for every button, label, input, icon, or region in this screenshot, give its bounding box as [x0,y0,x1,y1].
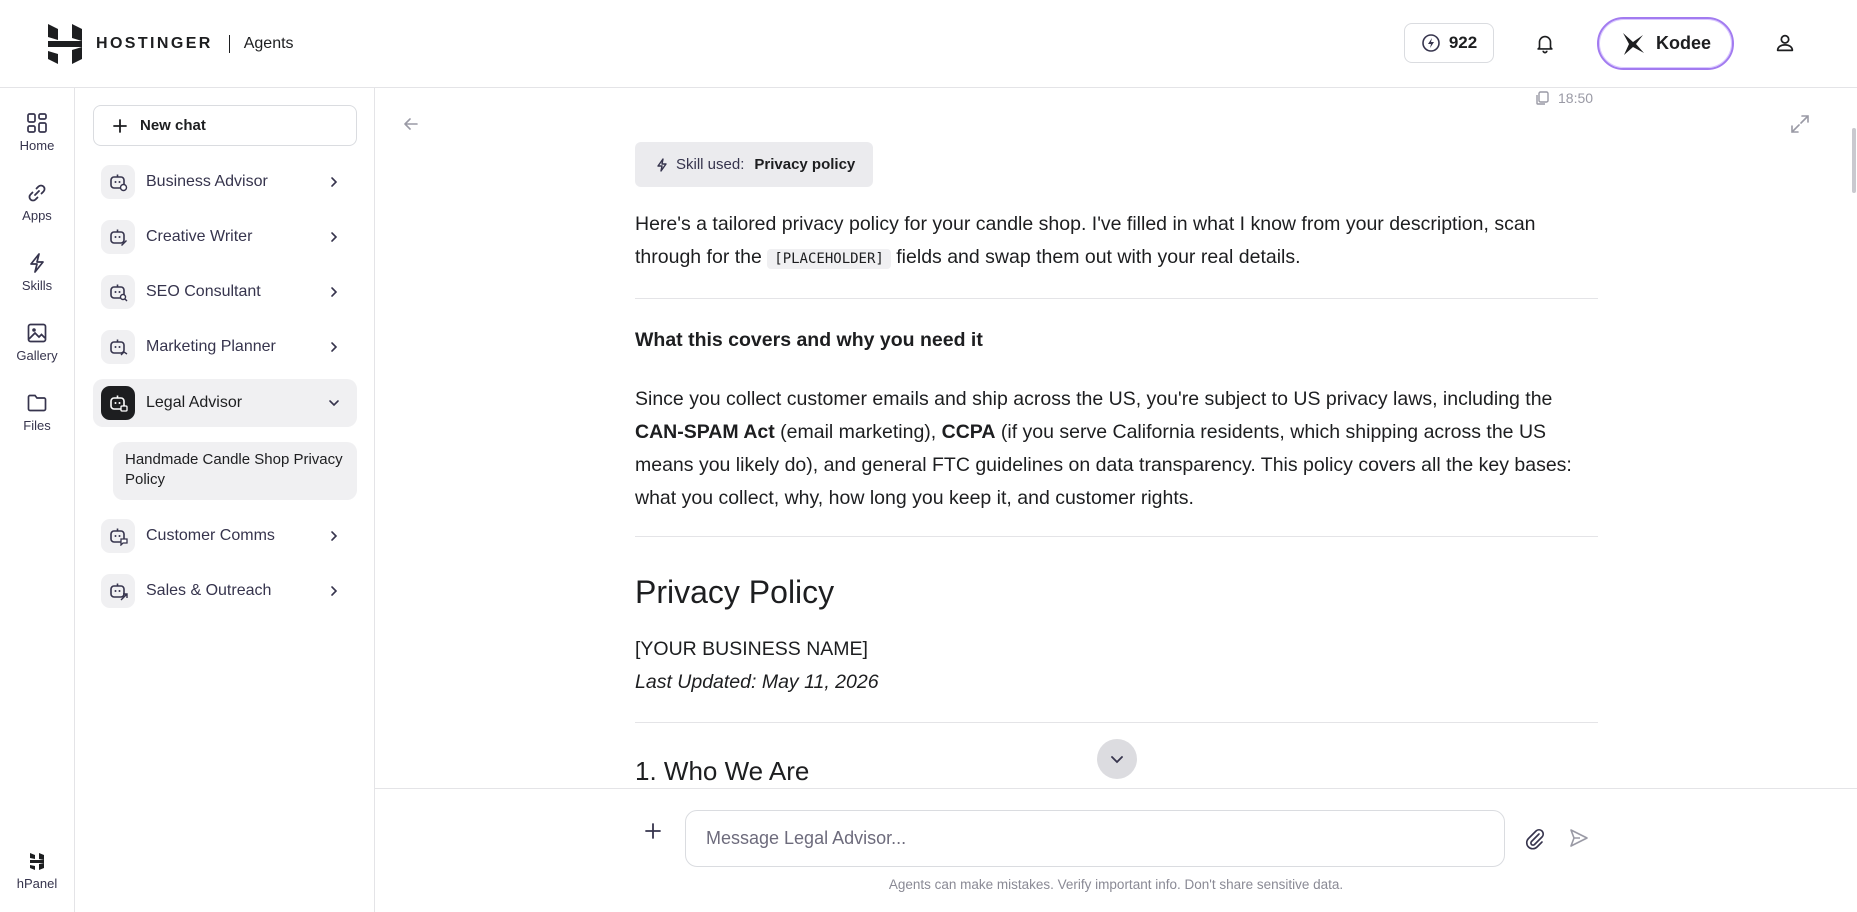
rail-label: Home [19,138,55,153]
agent-label: Marketing Planner [146,338,276,355]
agent-label: Sales & Outreach [146,582,272,599]
add-button[interactable] [642,820,664,842]
rail-label: Files [23,418,51,433]
bell-icon [1534,32,1556,54]
divider [635,722,1598,723]
body-paragraph [635,383,1598,515]
section-title: 1. Who We Are [635,756,810,786]
agent-label: Customer Comms [146,527,275,544]
bolt-icon [655,158,669,172]
agent-bot-icon [101,386,135,420]
rail-item-hpanel[interactable] [0,850,74,912]
kodee-icon [1620,31,1646,57]
business-name: [YOUR BUSINESS NAME] [635,638,868,660]
intro-paragraph [635,208,1598,276]
message-input[interactable] [685,810,1505,867]
folder-icon [26,392,48,414]
left-rail [0,88,75,912]
policy-title: Privacy Policy [635,574,835,610]
hostinger-mini-icon [26,850,48,872]
skill-used-chip[interactable] [635,142,873,187]
agent-label: Legal Advisor [146,394,243,411]
body-bold: CAN-SPAM Act [635,421,775,443]
agent-bot-icon [101,165,135,199]
chevron-right-icon [319,521,349,551]
send-icon [1568,827,1590,849]
agent-bot-icon [101,519,135,553]
credits-button[interactable] [1404,23,1494,63]
brand-divider [229,35,230,53]
divider [635,536,1598,537]
notifications-button[interactable] [1530,28,1560,58]
kodee-label: Kodee [1655,33,1711,53]
last-updated: Last Updated: May 11, 2026 [635,671,879,693]
agent-seo-consultant[interactable] [93,268,357,316]
kodee-button[interactable] [1597,17,1734,70]
rail-item-files[interactable] [0,392,74,454]
agent-bot-icon [101,574,135,608]
agent-label: Creative Writer [146,228,253,245]
send-button[interactable] [1568,827,1590,849]
intro-text: fields and swap them out with your real details. [896,246,1301,268]
body-text: (email marketing), [780,421,937,443]
account-button[interactable] [1770,28,1800,58]
rail-item-apps[interactable] [0,182,74,244]
disclaimer-text: Agents can make mistakes. Verify important info. Don't share sensitive data. [888,877,1344,892]
chat-history-item[interactable]: Handmade Candle Shop Privacy Policy [113,442,357,500]
chevron-right-icon [319,332,349,362]
paperclip-icon [1523,827,1547,851]
image-icon [26,322,48,344]
agent-label: Business Advisor [146,173,268,190]
attach-button[interactable] [1523,827,1547,851]
skill-name: Privacy policy [754,156,856,173]
credits-icon [1421,33,1441,53]
expand-button[interactable] [1789,113,1811,135]
back-button[interactable] [401,114,421,134]
bolt-icon [26,252,48,274]
skill-prefix: Skill used: [676,156,745,173]
agent-marketing-planner[interactable] [93,323,357,371]
chevron-right-icon [319,277,349,307]
brand-name: HOSTINGER [96,35,213,52]
divider [635,298,1598,299]
rail-item-home[interactable] [0,112,74,174]
message-time: 18:50 [1558,90,1594,106]
agent-customer-comms[interactable] [93,512,357,560]
message-content [635,88,1598,788]
user-icon [1774,32,1796,54]
agent-sales-outreach[interactable] [93,567,357,615]
rail-label: Apps [22,208,52,223]
agent-label: SEO Consultant [146,283,261,300]
rail-item-skills[interactable] [0,252,74,314]
grid-icon [26,112,48,134]
rail-label: Skills [21,278,53,293]
scroll-to-bottom-button[interactable] [1097,739,1137,779]
agent-creative-writer[interactable] [93,213,357,261]
section-heading: What this covers and why you need it [635,329,983,351]
scrollbar-thumb[interactable] [1852,128,1856,193]
hostinger-logo[interactable] [48,24,294,64]
chevron-down-icon [1109,751,1125,767]
hostinger-logo-icon [48,24,82,64]
rail-item-gallery[interactable] [0,322,74,384]
new-chat-button[interactable] [93,105,357,146]
body-text: (if you serve California residents, which shipping across the US means you likely do), and general FTC guidelines on data transparency. This policy covers all the key bases: what you collect, why, how long you keep it, and customer rights. [635,421,1572,509]
new-chat-label: New chat [140,117,206,134]
plus-icon [112,118,128,134]
rail-label: Gallery [16,348,58,363]
top-bar [0,0,1857,88]
chevron-right-icon [319,167,349,197]
agent-legal-advisor[interactable] [93,379,357,427]
plus-icon [642,820,664,842]
message-composer [375,788,1857,912]
body-bold: CCPA [941,421,996,443]
agent-bot-icon [101,220,135,254]
agents-sidebar [75,88,375,912]
chevron-down-icon [319,388,349,418]
intro-text: Here's a tailored privacy policy for your candle shop. I've filled in what I know from your description, scan through for the [635,213,1536,268]
placeholder-code: [PLACEHOLDER] [767,249,891,269]
expand-icon [1789,113,1811,135]
body-text: Since you collect customer emails and ship across the US, you're subject to US privacy laws, including the [635,388,1553,410]
agent-business-advisor[interactable] [93,158,357,206]
link-icon [26,182,48,204]
arrow-left-icon [401,114,421,134]
product-name: Agents [243,35,294,52]
chat-main [375,88,1857,912]
chevron-right-icon [319,576,349,606]
agent-bot-icon [101,275,135,309]
credits-count: 922 [1448,33,1478,52]
chevron-right-icon [319,222,349,252]
rail-label: hPanel [16,876,58,891]
agent-bot-icon [101,330,135,364]
